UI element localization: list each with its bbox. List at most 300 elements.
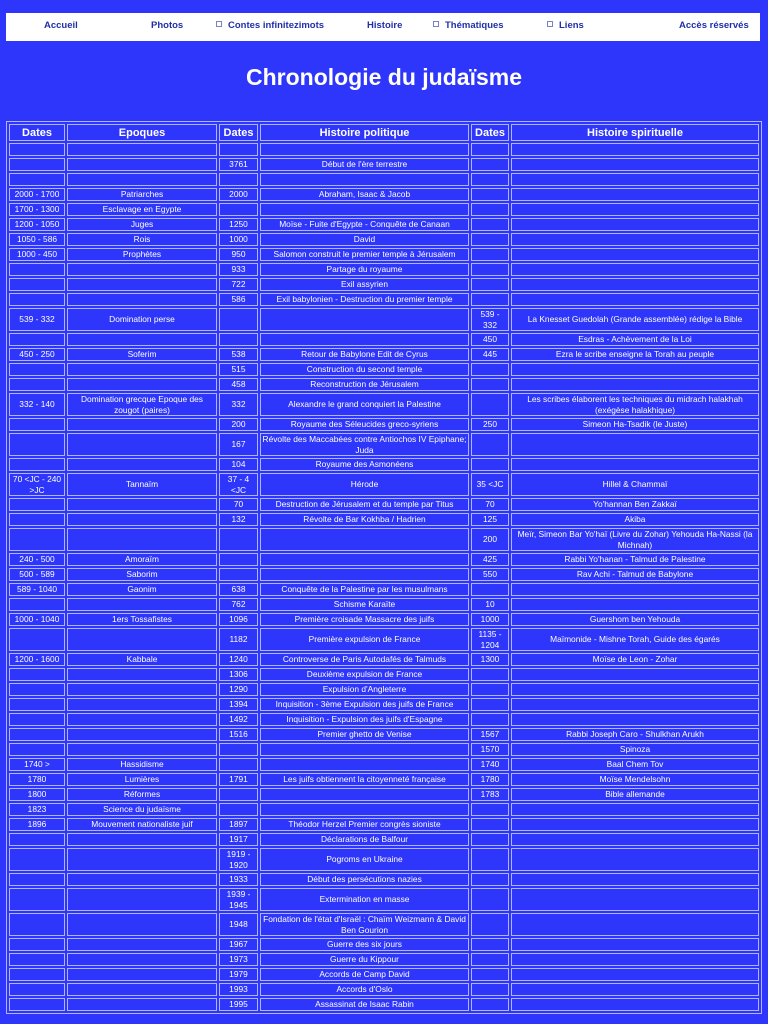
political-event-cell: Début des persécutions nazies: [260, 873, 469, 886]
political-event-cell: [260, 758, 469, 771]
spiritual-event-cell: Bible allemande: [511, 788, 759, 801]
spiritual-event-cell: Rav Achi - Talmud de Babylone: [511, 568, 759, 581]
dates-cell: [9, 173, 65, 186]
table-row: [9, 653, 759, 666]
epoque-cell: Réformes: [67, 788, 217, 801]
dates-cell: [9, 913, 65, 936]
political-event-cell: Déclarations de Balfour: [260, 833, 469, 846]
spiritual-date-cell: [471, 938, 509, 951]
political-event-cell: Les juifs obtiennent la citoyenneté française: [260, 773, 469, 786]
spiritual-event-cell: [511, 938, 759, 951]
spiritual-date-cell: [471, 218, 509, 231]
political-event-cell: Royaume des Asmonéens: [260, 458, 469, 471]
table-row: [9, 293, 759, 306]
table-row: [9, 393, 759, 416]
dates-cell: [9, 953, 65, 966]
column-header-political-date: Dates: [219, 124, 258, 141]
table-header-row: [9, 124, 759, 141]
political-date-cell: 37 - 4 <JC: [219, 473, 258, 496]
epoque-cell: [67, 998, 217, 1011]
epoque-cell: Hassidisme: [67, 758, 217, 771]
table-row: [9, 553, 759, 566]
political-event-cell: Extermination en masse: [260, 888, 469, 911]
table-row: [9, 278, 759, 291]
political-date-cell: [219, 143, 258, 156]
nav-link-contes[interactable]: Contes infinitezimots: [216, 13, 324, 41]
political-event-cell: Deuxième expulsion de France: [260, 668, 469, 681]
political-date-cell: 1939 - 1945: [219, 888, 258, 911]
spiritual-date-cell: 1000: [471, 613, 509, 626]
table-row: [9, 938, 759, 951]
epoque-cell: Prophètes: [67, 248, 217, 261]
political-date-cell: 538: [219, 348, 258, 361]
dates-cell: [9, 628, 65, 651]
dates-cell: 1823: [9, 803, 65, 816]
spiritual-date-cell: [471, 173, 509, 186]
table-row: [9, 713, 759, 726]
political-date-cell: 762: [219, 598, 258, 611]
spiritual-date-cell: [471, 293, 509, 306]
political-date-cell: 1182: [219, 628, 258, 651]
table-row: [9, 498, 759, 511]
spiritual-date-cell: [471, 953, 509, 966]
dates-cell: 1200 - 1050: [9, 218, 65, 231]
epoque-cell: Rois: [67, 233, 217, 246]
spiritual-date-cell: [471, 278, 509, 291]
spiritual-date-cell: [471, 983, 509, 996]
political-date-cell: 515: [219, 363, 258, 376]
political-event-cell: [260, 528, 469, 551]
dates-cell: [9, 938, 65, 951]
spiritual-date-cell: [471, 698, 509, 711]
political-date-cell: 1290: [219, 683, 258, 696]
political-date-cell: 1897: [219, 818, 258, 831]
political-event-cell: Abraham, Isaac & Jacob: [260, 188, 469, 201]
table-body: [9, 143, 759, 1011]
nav-link-acces-reserves[interactable]: Accès réservés: [679, 20, 749, 31]
epoque-cell: [67, 698, 217, 711]
table-row: [9, 953, 759, 966]
spiritual-date-cell: [471, 263, 509, 276]
spiritual-event-cell: [511, 953, 759, 966]
epoque-cell: [67, 968, 217, 981]
table-row: [9, 528, 759, 551]
column-header-epoque: Epoques: [67, 124, 217, 141]
political-event-cell: Exil assyrien: [260, 278, 469, 291]
spiritual-date-cell: [471, 713, 509, 726]
spiritual-date-cell: [471, 998, 509, 1011]
epoque-cell: Domination grecque Epoque des zougot (paires): [67, 393, 217, 416]
political-date-cell: 1979: [219, 968, 258, 981]
table-row: [9, 773, 759, 786]
spiritual-event-cell: [511, 833, 759, 846]
dates-cell: [9, 528, 65, 551]
political-event-cell: Conquête de la Palestine par les musulmans: [260, 583, 469, 596]
nav-marker-icon: [216, 21, 222, 27]
spiritual-date-cell: [471, 363, 509, 376]
political-event-cell: Exil babylonien - Destruction du premier temple: [260, 293, 469, 306]
spiritual-event-cell: [511, 158, 759, 171]
political-date-cell: [219, 528, 258, 551]
epoque-cell: [67, 378, 217, 391]
epoque-cell: [67, 418, 217, 431]
dates-cell: [9, 363, 65, 376]
dates-cell: [9, 668, 65, 681]
spiritual-date-cell: [471, 873, 509, 886]
epoque-cell: [67, 628, 217, 651]
spiritual-date-cell: 200: [471, 528, 509, 551]
spiritual-event-cell: Ezra le scribe enseigne la Torah au peuple: [511, 348, 759, 361]
spiritual-event-cell: [511, 218, 759, 231]
nav-link-histoire[interactable]: Histoire: [367, 20, 403, 31]
table-row: [9, 158, 759, 171]
spiritual-event-cell: Rabbi Yo'hanan - Talmud de Palestine: [511, 553, 759, 566]
spiritual-date-cell: [471, 233, 509, 246]
dates-cell: 1200 - 1600: [9, 653, 65, 666]
table-row: [9, 818, 759, 831]
epoque-cell: Domination perse: [67, 308, 217, 331]
table-row: [9, 568, 759, 581]
spiritual-event-cell: [511, 378, 759, 391]
spiritual-event-cell: [511, 363, 759, 376]
political-date-cell: [219, 333, 258, 346]
nav-link-photos[interactable]: Photos: [151, 20, 184, 31]
political-date-cell: 1791: [219, 773, 258, 786]
political-event-cell: Début de l'ère terrestre: [260, 158, 469, 171]
nav-link-accueil[interactable]: Accueil: [44, 20, 78, 31]
political-date-cell: 1973: [219, 953, 258, 966]
spiritual-event-cell: Guershom ben Yehouda: [511, 613, 759, 626]
political-date-cell: [219, 788, 258, 801]
nav-marker-icon: [433, 21, 439, 27]
political-event-cell: Destruction de Jérusalem et du temple par Titus: [260, 498, 469, 511]
table-row: [9, 788, 759, 801]
dates-cell: [9, 598, 65, 611]
political-date-cell: 1995: [219, 998, 258, 1011]
epoque-cell: [67, 263, 217, 276]
table-row: [9, 683, 759, 696]
table-row: [9, 913, 759, 936]
spiritual-event-cell: Moïse Mendelsohn: [511, 773, 759, 786]
spiritual-event-cell: La Knesset Guedolah (Grande assemblée) rédige la Bible: [511, 308, 759, 331]
epoque-cell: [67, 173, 217, 186]
table-row: [9, 888, 759, 911]
spiritual-event-cell: [511, 598, 759, 611]
spiritual-event-cell: [511, 683, 759, 696]
epoque-cell: [67, 873, 217, 886]
political-date-cell: 722: [219, 278, 258, 291]
political-event-cell: [260, 203, 469, 216]
epoque-cell: Tannaïm: [67, 473, 217, 496]
epoque-cell: Mouvement nationaliste juif: [67, 818, 217, 831]
spiritual-event-cell: [511, 188, 759, 201]
epoque-cell: [67, 848, 217, 871]
epoque-cell: [67, 598, 217, 611]
political-date-cell: [219, 803, 258, 816]
dates-cell: 1700 - 1300: [9, 203, 65, 216]
political-date-cell: 2000: [219, 188, 258, 201]
epoque-cell: Saborim: [67, 568, 217, 581]
spiritual-event-cell: [511, 998, 759, 1011]
spiritual-event-cell: [511, 248, 759, 261]
dates-cell: 1800: [9, 788, 65, 801]
epoque-cell: Science du judaïsme: [67, 803, 217, 816]
epoque-cell: [67, 668, 217, 681]
epoque-cell: [67, 278, 217, 291]
political-date-cell: 1917: [219, 833, 258, 846]
dates-cell: 1780: [9, 773, 65, 786]
dates-cell: [9, 698, 65, 711]
dates-cell: [9, 743, 65, 756]
spiritual-date-cell: [471, 458, 509, 471]
table-row: [9, 418, 759, 431]
dates-cell: [9, 263, 65, 276]
nav-marker-icon: [547, 21, 553, 27]
dates-cell: [9, 293, 65, 306]
spiritual-event-cell: Esdras - Achèvement de la Loi: [511, 333, 759, 346]
spiritual-event-cell: [511, 293, 759, 306]
spiritual-event-cell: [511, 873, 759, 886]
spiritual-date-cell: [471, 848, 509, 871]
spiritual-event-cell: Akiba: [511, 513, 759, 526]
political-event-cell: Première expulsion de France: [260, 628, 469, 651]
political-date-cell: 132: [219, 513, 258, 526]
spiritual-date-cell: 35 <JC: [471, 473, 509, 496]
dates-cell: [9, 378, 65, 391]
table-row: [9, 248, 759, 261]
epoque-cell: Soferim: [67, 348, 217, 361]
table-row: [9, 728, 759, 741]
spiritual-date-cell: 445: [471, 348, 509, 361]
spiritual-event-cell: [511, 713, 759, 726]
dates-cell: [9, 418, 65, 431]
political-event-cell: Retour de Babylone Edit de Cyrus: [260, 348, 469, 361]
political-event-cell: Guerre des six jours: [260, 938, 469, 951]
nav-link-liens[interactable]: Liens: [547, 13, 584, 41]
dates-cell: [9, 513, 65, 526]
spiritual-date-cell: 1570: [471, 743, 509, 756]
political-date-cell: 1993: [219, 983, 258, 996]
political-event-cell: [260, 803, 469, 816]
table-row: [9, 833, 759, 846]
political-event-cell: [260, 568, 469, 581]
table-row: [9, 998, 759, 1011]
dates-cell: 70 <JC - 240 >JC: [9, 473, 65, 496]
political-event-cell: [260, 553, 469, 566]
epoque-cell: Lumières: [67, 773, 217, 786]
epoque-cell: Esclavage en Egypte: [67, 203, 217, 216]
epoque-cell: [67, 513, 217, 526]
table-row: [9, 758, 759, 771]
table-row: [9, 308, 759, 331]
epoque-cell: [67, 333, 217, 346]
political-event-cell: Inquisition - Expulsion des juifs d'Espagne: [260, 713, 469, 726]
spiritual-event-cell: [511, 803, 759, 816]
political-date-cell: 200: [219, 418, 258, 431]
table-row: [9, 743, 759, 756]
epoque-cell: [67, 938, 217, 951]
spiritual-date-cell: [471, 833, 509, 846]
epoque-cell: [67, 498, 217, 511]
epoque-cell: [67, 143, 217, 156]
political-date-cell: [219, 308, 258, 331]
dates-cell: [9, 158, 65, 171]
epoque-cell: [67, 458, 217, 471]
spiritual-event-cell: [511, 173, 759, 186]
spiritual-event-cell: Maïmonide - Mishne Torah, Guide des égarés: [511, 628, 759, 651]
political-event-cell: Schisme Karaïte: [260, 598, 469, 611]
table-row: [9, 333, 759, 346]
table-row: [9, 433, 759, 456]
political-event-cell: Royaume des Séleucides greco-syriens: [260, 418, 469, 431]
political-date-cell: 1250: [219, 218, 258, 231]
spiritual-date-cell: 539 - 332: [471, 308, 509, 331]
nav-link-thematiques[interactable]: Thématiques: [433, 13, 504, 41]
political-event-cell: Première croisade Massacre des juifs: [260, 613, 469, 626]
table-row: [9, 363, 759, 376]
political-date-cell: [219, 173, 258, 186]
table-row: [9, 803, 759, 816]
political-date-cell: 332: [219, 393, 258, 416]
table-row: [9, 173, 759, 186]
dates-cell: [9, 683, 65, 696]
epoque-cell: [67, 743, 217, 756]
spiritual-event-cell: [511, 668, 759, 681]
spiritual-event-cell: [511, 968, 759, 981]
spiritual-event-cell: [511, 233, 759, 246]
political-event-cell: Moïse - Fuite d'Egypte - Conquête de Canaan: [260, 218, 469, 231]
dates-cell: [9, 433, 65, 456]
political-event-cell: [260, 333, 469, 346]
table-row: [9, 143, 759, 156]
political-date-cell: 1967: [219, 938, 258, 951]
political-event-cell: Accords de Camp David: [260, 968, 469, 981]
column-header-spiritual-date: Dates: [471, 124, 509, 141]
spiritual-event-cell: [511, 278, 759, 291]
dates-cell: [9, 848, 65, 871]
dates-cell: [9, 728, 65, 741]
spiritual-event-cell: [511, 263, 759, 276]
epoque-cell: [67, 433, 217, 456]
political-date-cell: 1000: [219, 233, 258, 246]
spiritual-date-cell: 70: [471, 498, 509, 511]
political-event-cell: Reconstruction de Jérusalem: [260, 378, 469, 391]
spiritual-event-cell: [511, 698, 759, 711]
political-event-cell: Premier ghetto de Venise: [260, 728, 469, 741]
dates-cell: 1000 - 450: [9, 248, 65, 261]
table-row: [9, 348, 759, 361]
dates-cell: [9, 983, 65, 996]
spiritual-event-cell: Meïr, Simeon Bar Yo'haï (Livre du Zohar) Yehouda Ha-Nassi (la Michnah): [511, 528, 759, 551]
political-date-cell: 933: [219, 263, 258, 276]
table-row: [9, 203, 759, 216]
spiritual-date-cell: 1783: [471, 788, 509, 801]
dates-cell: 1000 - 1040: [9, 613, 65, 626]
dates-cell: [9, 333, 65, 346]
epoque-cell: [67, 983, 217, 996]
epoque-cell: [67, 888, 217, 911]
epoque-cell: [67, 833, 217, 846]
political-date-cell: 1306: [219, 668, 258, 681]
spiritual-date-cell: [471, 888, 509, 911]
dates-cell: [9, 888, 65, 911]
spiritual-date-cell: 425: [471, 553, 509, 566]
epoque-cell: [67, 683, 217, 696]
political-date-cell: [219, 758, 258, 771]
spiritual-date-cell: [471, 158, 509, 171]
spiritual-date-cell: [471, 143, 509, 156]
dates-cell: [9, 278, 65, 291]
epoque-cell: [67, 158, 217, 171]
spiritual-date-cell: [471, 668, 509, 681]
spiritual-date-cell: 1135 - 1204: [471, 628, 509, 651]
spiritual-event-cell: [511, 818, 759, 831]
spiritual-date-cell: 450: [471, 333, 509, 346]
political-event-cell: Révolte des Maccabées contre Antiochos IV Epiphane; Juda: [260, 433, 469, 456]
political-event-cell: David: [260, 233, 469, 246]
dates-cell: 589 - 1040: [9, 583, 65, 596]
spiritual-event-cell: [511, 848, 759, 871]
epoque-cell: Amoraïm: [67, 553, 217, 566]
epoque-cell: [67, 728, 217, 741]
spiritual-date-cell: 550: [471, 568, 509, 581]
spiritual-date-cell: 1740: [471, 758, 509, 771]
political-event-cell: [260, 173, 469, 186]
dates-cell: 500 - 589: [9, 568, 65, 581]
political-event-cell: Expulsion d'Angleterre: [260, 683, 469, 696]
political-date-cell: 1492: [219, 713, 258, 726]
spiritual-event-cell: [511, 143, 759, 156]
table-row: [9, 263, 759, 276]
political-date-cell: 1516: [219, 728, 258, 741]
dates-cell: [9, 713, 65, 726]
spiritual-date-cell: [471, 803, 509, 816]
table-row: [9, 698, 759, 711]
spiritual-date-cell: 1300: [471, 653, 509, 666]
epoque-cell: [67, 293, 217, 306]
dates-cell: 240 - 500: [9, 553, 65, 566]
political-date-cell: [219, 743, 258, 756]
spiritual-date-cell: [471, 583, 509, 596]
spiritual-date-cell: [471, 433, 509, 456]
table-row: [9, 668, 759, 681]
dates-cell: [9, 458, 65, 471]
dates-cell: [9, 998, 65, 1011]
spiritual-event-cell: [511, 983, 759, 996]
political-event-cell: Pogroms en Ukraine: [260, 848, 469, 871]
table-row: [9, 513, 759, 526]
dates-cell: 539 - 332: [9, 308, 65, 331]
table-row: [9, 458, 759, 471]
political-event-cell: Théodor Herzel Premier congrès sioniste: [260, 818, 469, 831]
dates-cell: [9, 873, 65, 886]
column-header-political-event: Histoire politique: [260, 124, 469, 141]
political-event-cell: Controverse de Paris Autodafés de Talmuds: [260, 653, 469, 666]
epoque-cell: Gaonim: [67, 583, 217, 596]
political-date-cell: 104: [219, 458, 258, 471]
political-date-cell: 1933: [219, 873, 258, 886]
political-event-cell: Accords d'Oslo: [260, 983, 469, 996]
political-date-cell: 586: [219, 293, 258, 306]
spiritual-event-cell: [511, 203, 759, 216]
political-date-cell: 1240: [219, 653, 258, 666]
political-date-cell: 1394: [219, 698, 258, 711]
political-event-cell: Alexandre le grand conquiert la Palestine: [260, 393, 469, 416]
spiritual-event-cell: [511, 458, 759, 471]
dates-cell: 332 - 140: [9, 393, 65, 416]
political-event-cell: Révolte de Bar Kokhba / Hadrien: [260, 513, 469, 526]
political-date-cell: 1096: [219, 613, 258, 626]
